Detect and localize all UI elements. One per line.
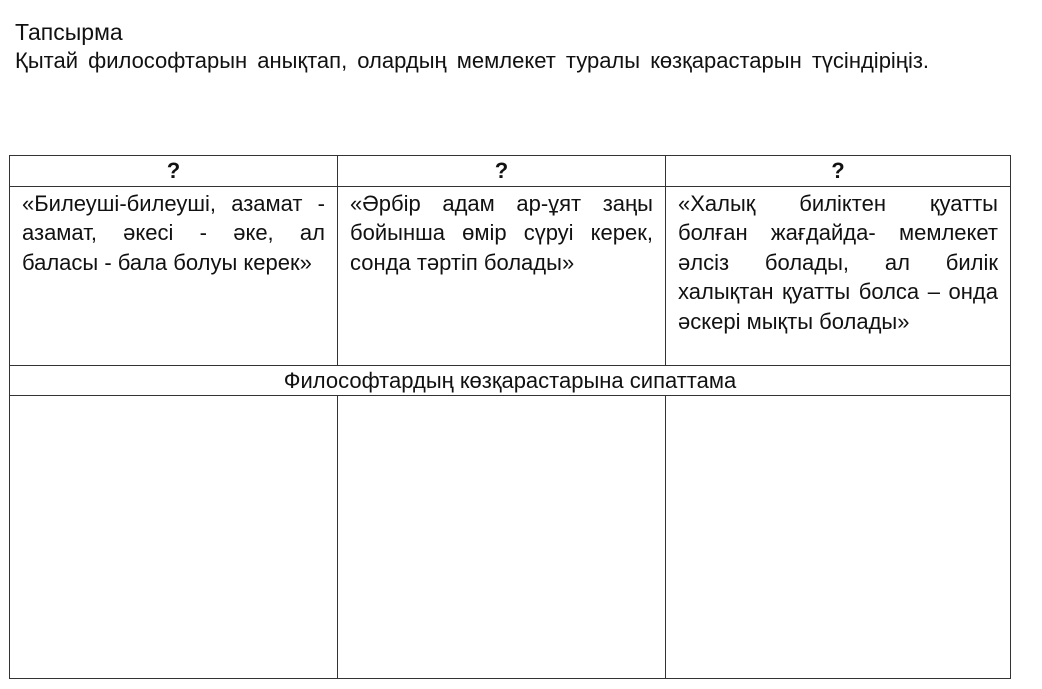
task-instruction: Қытай философтарын анықтап, олардың мемлекет туралы көзқарастарын түсіндіріңіз. bbox=[15, 48, 930, 73]
quote-cell-2 bbox=[338, 186, 666, 365]
answer-cell-2[interactable] bbox=[338, 396, 666, 679]
philosopher-header-3: ? bbox=[666, 156, 1011, 187]
quote-text-2: «Әрбір адам ар-ұят заңы бойынша өмір сүруі керек, сонда тәртіп болады» bbox=[350, 190, 653, 275]
answer-cell-1[interactable] bbox=[10, 396, 338, 679]
quote-text-1: «Билеуші-билеуші, азамат - азамат, әкесі - әке, ал баласы - бала болуы керек» bbox=[22, 190, 325, 275]
philosophers-table bbox=[9, 155, 1011, 679]
answers-row bbox=[10, 396, 1011, 679]
task-title: Тапсырма bbox=[15, 19, 123, 45]
quote-cell-3 bbox=[666, 186, 1011, 365]
quote-cell-1 bbox=[10, 186, 338, 365]
quote-text-3: «Халық биліктен қуатты болған жағдайда- мемлекет әлсіз болады, ал билік халықтан қуатты болса – онда әскері мықты болады» bbox=[678, 190, 998, 334]
philosopher-header-1: ? bbox=[10, 156, 338, 187]
answer-cell-3[interactable] bbox=[666, 396, 1011, 679]
philosopher-header-2: ? bbox=[338, 156, 666, 187]
description-header: Философтардың көзқарастарына сипаттама bbox=[10, 365, 1011, 396]
task-block bbox=[15, 18, 1005, 75]
quotes-row bbox=[10, 186, 1011, 365]
header-row bbox=[10, 156, 1011, 187]
description-header-row bbox=[10, 365, 1011, 396]
